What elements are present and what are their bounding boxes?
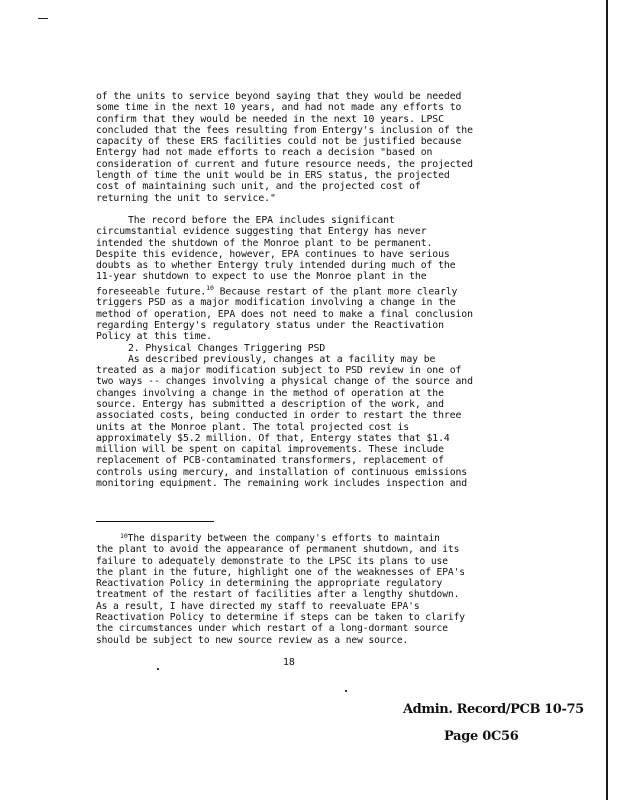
paragraph-record-text: The record before the EPA includes significant circumstantial evidence suggesting that Entergy has never intended the shutdown of the Monroe plant to be permanent. Despite this evidence, however, EPA continues to have serious doubts as to whether Entergy truly intended during much of the 11-year shutdown to expect to use the Monroe plant in the foreseeable future. bbox=[96, 214, 456, 298]
scan-right-border bbox=[606, 0, 608, 800]
paragraph-continued: of the units to service beyond saying that they would be needed some time in the next 10 years, and had not made any efforts to confirm that they would be needed in the next 10 years. LPSC concluded that the fees resulting from Entergy's inclusion of the capacity of these ERS facilities could not be justified because Entergy had not made efforts to reach a decision "based on consideration of current and future resource needs, the projected length of time the unit would be in ERS status, the projected cost of maintaining such unit, and the projected cost of returning the unit to service." bbox=[96, 91, 473, 204]
paragraph-physical-changes: As described previously, changes at a facility may be treated as a major modification subject to PSD review in one of two ways -- changes involving a physical change of the source and changes involving a change in the method of operation at the source. Entergy has submitted a description of the work, and associated costs, being conducted in order to restart the three units at the Monroe plant. The total projected cost is approximately $5.2 million. Of that, Entergy states that $1.4 million will be spent on capital improvements. These include replacement of PCB-contaminated transformers, replacement of controls using mercury, and installation of continuous emissions monitoring equipment. The remaining work includes inspection and bbox=[96, 353, 473, 490]
footnote-divider bbox=[96, 521, 214, 522]
admin-record-stamp: Admin. Record/PCB 10-75 bbox=[403, 702, 584, 717]
footnote-text: The disparity between the company's efforts to maintain the plant to avoid the appearance of permanent shutdown, and its failure to adequately demonstrate to the LPSC its plans to use the plant in the future, highlight one of the weaknesses of EPA's Reactivation Policy in determining the appropriate regulatory treatment of the restart of facilities after a lengthy shutdown. As a result, I have directed my staff to reevaluate EPA's Reactivation Policy to determine if steps can be taken to clarify the circumstances under which restart of a long-dormant source should be subject to new source review as a new source. bbox=[96, 533, 465, 646]
page-number: 18 bbox=[283, 657, 295, 668]
scan-edge-mark bbox=[38, 18, 48, 19]
footnote-number: 10 bbox=[120, 532, 128, 540]
admin-page-stamp: Page 0C56 bbox=[444, 729, 519, 744]
footnote bbox=[96, 531, 508, 646]
body-text bbox=[96, 91, 508, 489]
footnote-reference: 10 bbox=[206, 283, 214, 292]
paragraph-record-tail: Because restart of the plant more clearly triggers PSD as a major modification involving a change in the method of operation, EPA does not need to make a final conclusion regarding Entergy's regulatory status under the Reactivation Policy at this time. bbox=[96, 286, 473, 343]
scan-speck bbox=[345, 690, 347, 692]
scan-speck bbox=[157, 668, 159, 670]
section-heading: 2. Physical Changes Triggering PSD bbox=[128, 342, 326, 354]
paragraph-record bbox=[96, 215, 508, 343]
